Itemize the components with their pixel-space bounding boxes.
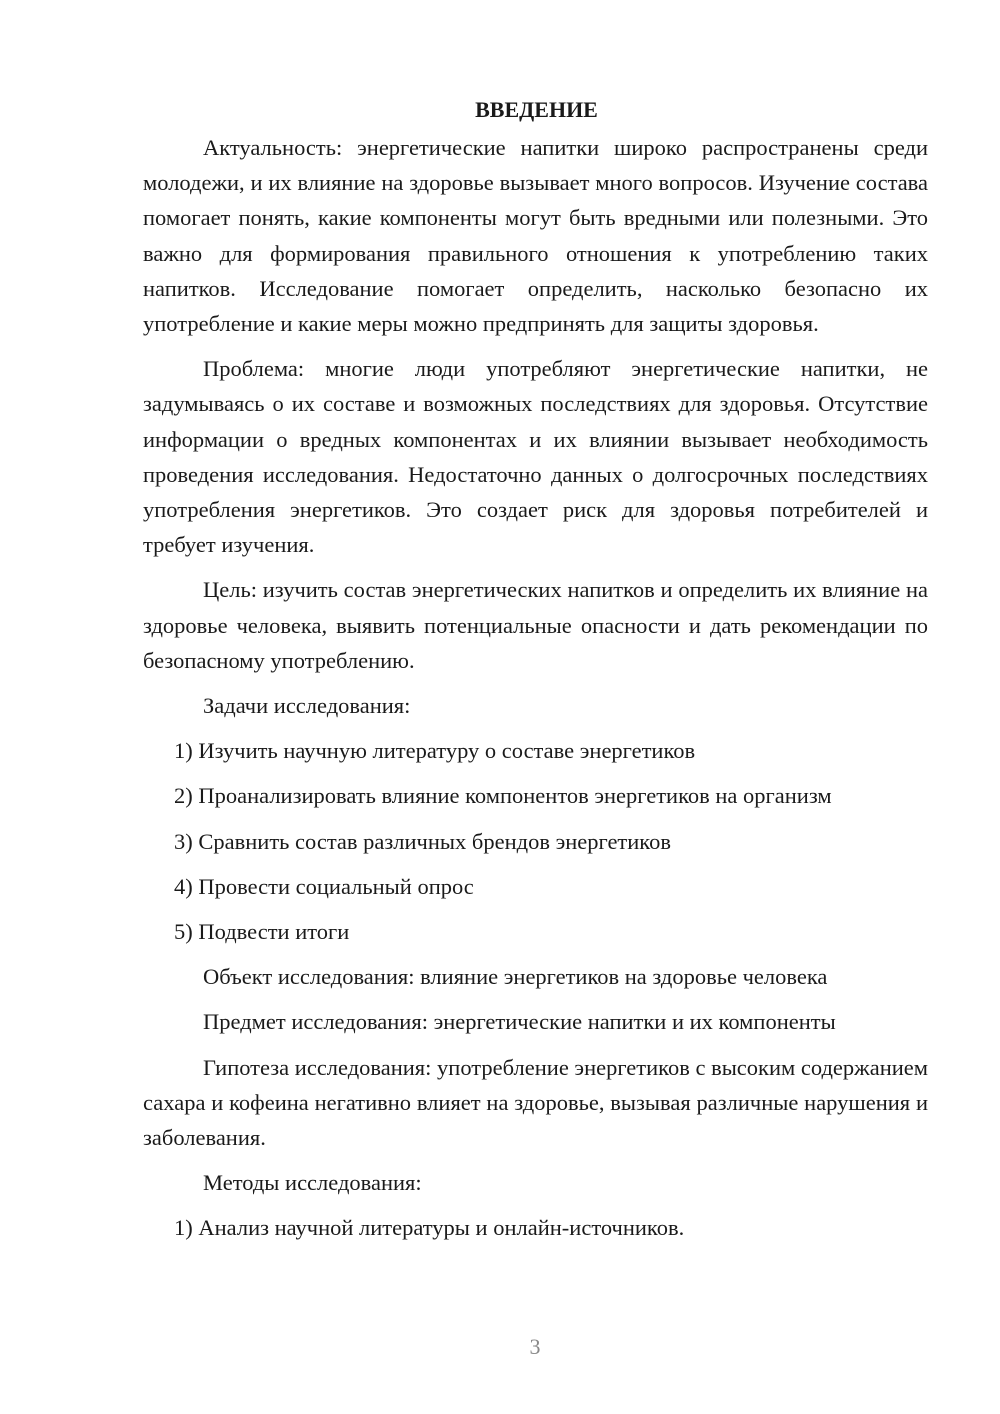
- tasks-heading: Задачи исследования:: [203, 693, 411, 719]
- task-item-3: 3) Сравнить состав различных брендов энергетиков: [174, 828, 671, 854]
- relevance-paragraph: Актуальность: энергетические напитки широко распространены среди молодежи, и их влияние на здоровье вызывает много вопросов. Изучение состава помогает понять, какие компоненты могут быть вредными или полезными. Это важно для формирования правильного отношения к употреблению таких напитков. Исследование помогает определить, насколько безопасно их употребление и какие меры можно предпринять для защиты здоровья.: [143, 135, 928, 337]
- hypothesis-paragraph: Гипотеза исследования: употребление энергетиков с высоким содержанием сахара и кофеина негативно влияет на здоровье, вызывая различные нарушения и заболевания.: [143, 1054, 928, 1151]
- page-number: 3: [529, 1334, 541, 1359]
- document-title: ВВЕДЕНИЕ: [475, 97, 598, 122]
- research-object: Объект исследования: влияние энергетиков на здоровье человека: [203, 964, 828, 990]
- task-item-2: 2) Проанализировать влияние компонентов энергетиков на организм: [174, 783, 832, 809]
- methods-heading: Методы исследования:: [203, 1170, 422, 1196]
- task-item-5: 5) Подвести итоги: [174, 919, 350, 945]
- research-subject: Предмет исследования: энергетические напитки и их компоненты: [203, 1009, 836, 1035]
- method-item-1: 1) Анализ научной литературы и онлайн-источников.: [174, 1215, 685, 1241]
- task-item-4: 4) Провести социальный опрос: [174, 873, 474, 899]
- problem-paragraph: Проблема: многие люди употребляют энергетические напитки, не задумываясь о их составе и возможных последствиях для здоровья. Отсутствие информации о вредных компонентах и их влиянии вызывает необходимость проведения исследования. Недостаточно данных о долгосрочных последствиях употребления энергетиков. Это создает риск для здоровья потребителей и требует изучения.: [143, 356, 928, 558]
- goal-paragraph: Цель: изучить состав энергетических напитков и определить их влияние на здоровье человека, выявить потенциальные опасности и дать рекомендации по безопасному употреблению.: [143, 577, 928, 673]
- document-page: [143, 92, 928, 1256]
- task-item-1: 1) Изучить научную литературу о составе энергетиков: [174, 738, 696, 764]
